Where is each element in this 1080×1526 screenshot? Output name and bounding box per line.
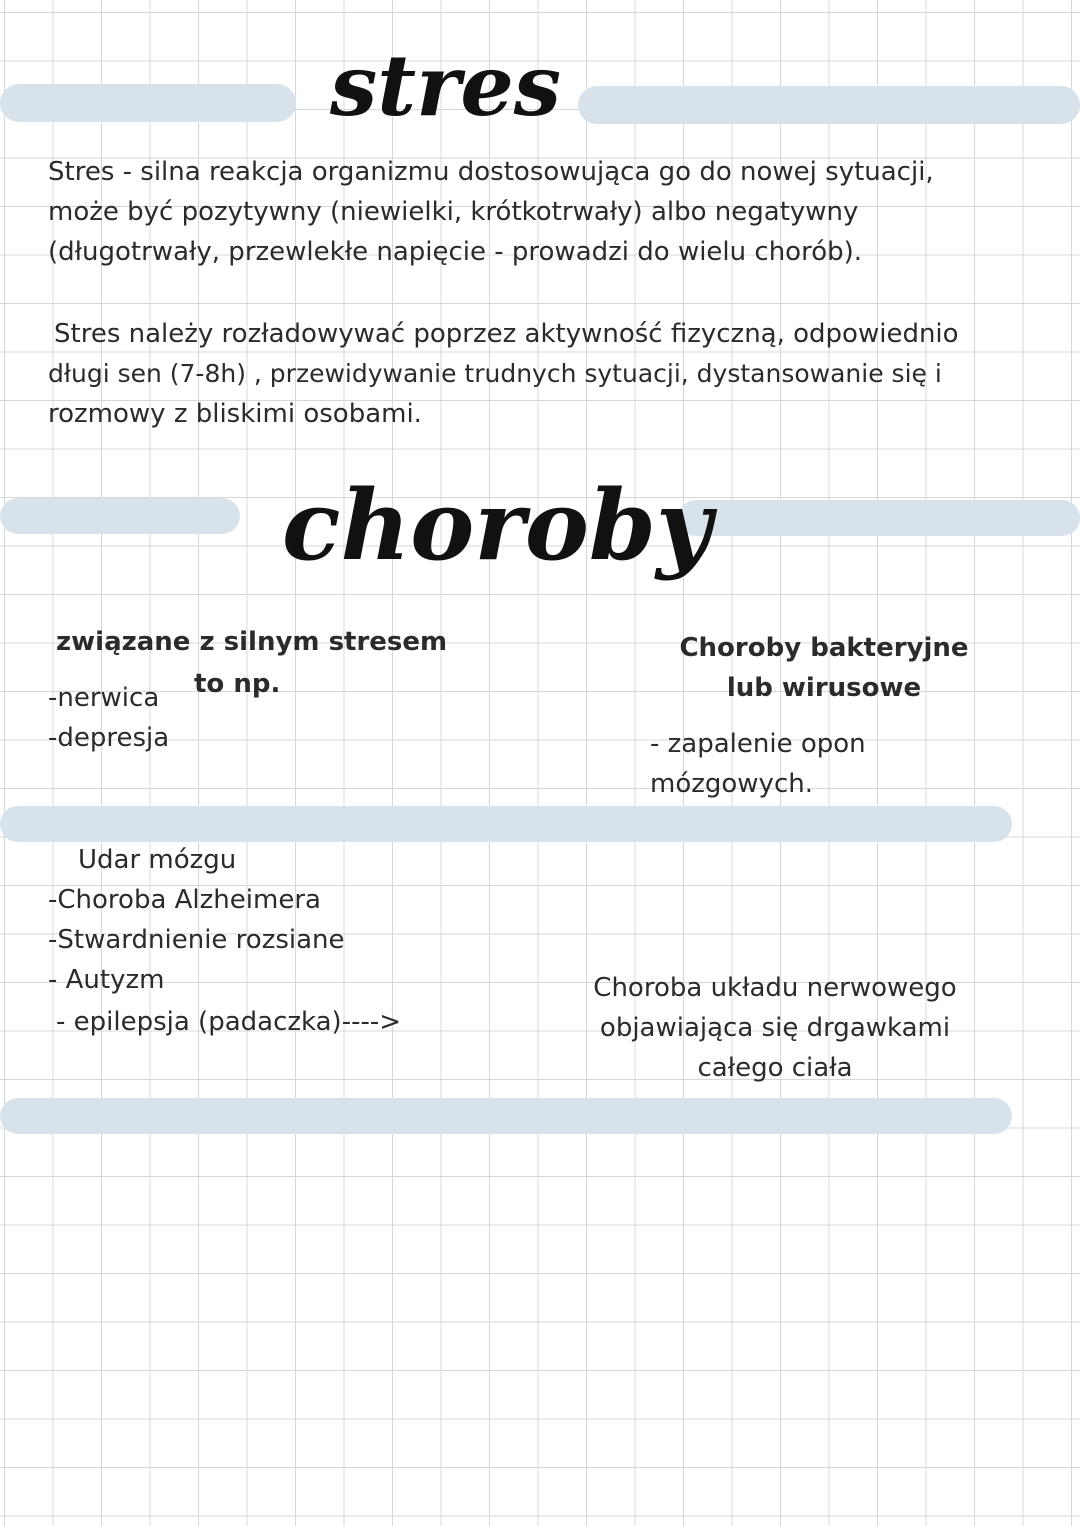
definition-line: Choroba układu nerwowego [593, 973, 957, 1003]
header-band-right [578, 86, 1080, 124]
header-band-left [0, 84, 296, 122]
list-item: -Stwardnienie rozsiane [48, 925, 345, 955]
paragraph-line: może być pozytywny (niewielki, krótkotrwały) albo negatywny [48, 197, 859, 227]
list-item: Udar mózgu [78, 845, 237, 875]
divider-band-1 [0, 806, 1012, 842]
list-item: - Autyzm [48, 965, 165, 995]
paragraph-line: Stres - silna reakcja organizmu dostosowująca go do nowej sytuacji, [48, 157, 934, 187]
title-stres: stres [330, 36, 562, 135]
divider-band-2 [0, 1098, 1012, 1134]
header-band-left-2 [0, 498, 240, 534]
list-item: - epilepsja (padaczka)----> [56, 1007, 402, 1037]
paragraph-line: rozmowy z bliskimi osobami. [48, 399, 422, 429]
paragraph-line: (długotrwały, przewlekłe napięcie - prowadzi do wielu chorób). [48, 237, 863, 267]
paragraph-line: Stres należy rozładowywać poprzez aktywność fizyczną, odpowiednio [54, 319, 959, 349]
list-item: -Choroba Alzheimera [48, 885, 321, 915]
header-band-right-2 [678, 500, 1080, 536]
paragraph-line: długi sen (7-8h) , przewidywanie trudnych sytuacji, dystansowanie się i [48, 359, 942, 388]
bacterial-item-line: mózgowych. [650, 769, 813, 799]
bacterial-item-line: - zapalenie opon [650, 729, 866, 759]
bacterial-heading-line: lub wirusowe [726, 673, 922, 703]
bacterial-heading-line: Choroby bakteryjne [679, 633, 969, 663]
definition-line: całego ciała [697, 1053, 853, 1083]
list-item: -depresja [48, 723, 170, 753]
title-choroby: choroby [282, 469, 712, 582]
stress-heading: związane z silnym stresem [56, 627, 448, 657]
stress-suffix: to np. [194, 669, 281, 699]
definition-line: objawiająca się drgawkami [599, 1013, 951, 1043]
list-item: -nerwica [48, 683, 160, 713]
